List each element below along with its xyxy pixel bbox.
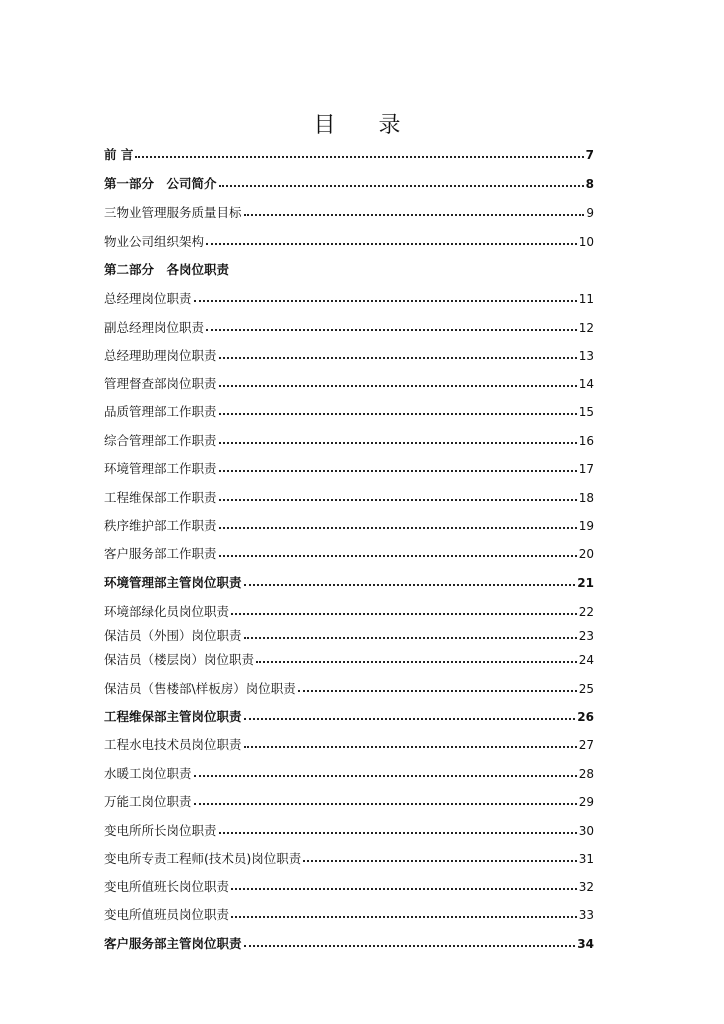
dot-leader: [206, 243, 577, 245]
toc-entry: [104, 624, 594, 644]
toc-entry-label: 综合管理部工作职责: [104, 433, 217, 448]
toc-entry: [104, 733, 594, 753]
dot-leader: [231, 888, 577, 890]
dot-leader: [256, 661, 577, 663]
toc-page-number: 20: [578, 547, 594, 561]
toc-page-number: 9: [586, 206, 594, 220]
toc-entry-label: 保洁员（售楼部\样板房）岗位职责: [104, 681, 296, 696]
dot-leader: [206, 329, 577, 331]
toc-entry: [104, 600, 594, 620]
toc-page-number: 23: [578, 629, 594, 643]
toc-title: 目 录: [313, 113, 419, 138]
toc-entry: [104, 258, 594, 278]
toc-page-number: 8: [585, 177, 594, 191]
toc-entry: [104, 201, 594, 221]
toc-entry-label: 水暖工岗位职责: [104, 766, 192, 781]
toc-page-number: 24: [578, 653, 594, 667]
toc-entry-label: 保洁员（楼层岗）岗位职责: [104, 652, 255, 667]
dot-leader: [244, 718, 576, 720]
dot-leader: [231, 916, 577, 918]
toc-entry: [104, 819, 594, 839]
toc-page-number: 12: [578, 321, 594, 335]
dot-leader: [219, 470, 577, 472]
toc-entry: [104, 762, 594, 782]
toc-page-number: 7: [585, 148, 594, 162]
dot-leader: [231, 613, 577, 615]
toc-entry: [104, 705, 594, 725]
toc-entry: [104, 457, 594, 477]
toc-entry-label: 管理督查部岗位职责: [104, 376, 217, 391]
toc-entry-label: 总经理助理岗位职责: [104, 348, 217, 363]
toc-entry: [104, 790, 594, 810]
toc-page-number: 17: [578, 462, 594, 476]
toc-entry: [104, 932, 594, 952]
dot-leader: [219, 357, 577, 359]
toc-page-number: 22: [578, 605, 594, 619]
toc-entry-label: 万能工岗位职责: [104, 794, 192, 809]
toc-entry-label: 变电所值班长岗位职责: [104, 879, 230, 894]
toc-entry-label: 工程水电技术员岗位职责: [104, 737, 242, 752]
toc-page-number: 32: [578, 880, 594, 894]
toc-entry-label: 工程维保部工作职责: [104, 490, 217, 505]
dot-leader: [303, 860, 576, 862]
toc-entry: [104, 429, 594, 449]
toc-page-number: 10: [578, 235, 594, 249]
toc-entry: [104, 571, 594, 591]
dot-leader: [194, 803, 577, 805]
toc-entry-label: 变电所值班员岗位职责: [104, 907, 230, 922]
dot-leader: [219, 185, 584, 187]
toc-entry-label: 环境部绿化员岗位职责: [104, 604, 230, 619]
toc-entry: [104, 677, 594, 697]
toc-page-number: 16: [578, 434, 594, 448]
toc-page-number: 34: [577, 937, 594, 951]
dot-leader: [244, 584, 576, 586]
toc-entry: [104, 372, 594, 392]
dot-leader: [219, 413, 577, 415]
toc-entry: [104, 486, 594, 506]
toc-entry: [104, 400, 594, 420]
toc-page-number: 21: [577, 576, 594, 590]
dot-leader: [244, 746, 577, 748]
toc-page-number: 26: [577, 710, 594, 724]
toc-page-number: 25: [578, 682, 594, 696]
toc-entry: [104, 230, 594, 250]
toc-entry: [104, 542, 594, 562]
toc-entry-label: 三物业管理服务质量目标: [104, 205, 242, 220]
dot-leader: [219, 527, 577, 529]
dot-leader: [194, 300, 577, 302]
dot-leader: [219, 499, 577, 501]
toc-entry-label: 总经理岗位职责: [104, 291, 192, 306]
toc-page-number: 11: [578, 292, 594, 306]
toc-entry-label: 环境管理部主管岗位职责: [104, 575, 242, 590]
dot-leader: [244, 637, 577, 639]
toc-entry-label: 客户服务部工作职责: [104, 546, 217, 561]
toc-entry: [104, 344, 594, 364]
toc-entry-label: 第二部分 各岗位职责: [104, 262, 230, 277]
toc-entry: [104, 903, 594, 923]
dot-leader: [244, 214, 585, 216]
toc-entry-label: 副总经理岗位职责: [104, 320, 205, 335]
dot-leader: [219, 832, 577, 834]
toc-entry: [104, 316, 594, 336]
toc-entry: [104, 875, 594, 895]
toc-page-number: 33: [578, 908, 594, 922]
toc-entry-label: 变电所所长岗位职责: [104, 823, 217, 838]
toc-entry-label: 品质管理部工作职责: [104, 404, 217, 419]
toc-page-number: 15: [578, 405, 594, 419]
toc-entry-label: 第一部分 公司简介: [104, 176, 217, 191]
toc-entry: [104, 648, 594, 668]
toc-page-number: 18: [578, 491, 594, 505]
dot-leader: [219, 385, 577, 387]
dot-leader: [219, 555, 577, 557]
dot-leader: [298, 690, 577, 692]
toc-page-number: 14: [578, 377, 594, 391]
toc-entry-label: 物业公司组织架构: [104, 234, 205, 249]
toc-page-number: 28: [578, 767, 594, 781]
toc-entry-label: 变电所专责工程师(技术员)岗位职责: [104, 851, 302, 866]
toc-page-number: 30: [578, 824, 594, 838]
toc-entry-label: 秩序维护部工作职责: [104, 518, 217, 533]
toc-page-number: 29: [578, 795, 594, 809]
toc-page-number: 19: [578, 519, 594, 533]
toc-page-number: 31: [578, 852, 594, 866]
dot-leader: [244, 945, 576, 947]
toc-entry: [104, 847, 594, 867]
toc-entry: [104, 172, 594, 192]
dot-leader: [135, 156, 583, 158]
toc-entry-label: 客户服务部主管岗位职责: [104, 936, 242, 951]
toc-entry-label: 保洁员（外围）岗位职责: [104, 628, 242, 643]
toc-entry-label: 前 言: [104, 147, 134, 162]
dot-leader: [194, 775, 577, 777]
toc-entry-label: 工程维保部主管岗位职责: [104, 709, 242, 724]
toc-page-number: 27: [578, 738, 594, 752]
dot-leader: [219, 442, 577, 444]
toc-entry: [104, 143, 594, 163]
toc-entry-label: 环境管理部工作职责: [104, 461, 217, 476]
toc-entry: [104, 514, 594, 534]
toc-page-number: 13: [578, 349, 594, 363]
toc-entry: [104, 287, 594, 307]
